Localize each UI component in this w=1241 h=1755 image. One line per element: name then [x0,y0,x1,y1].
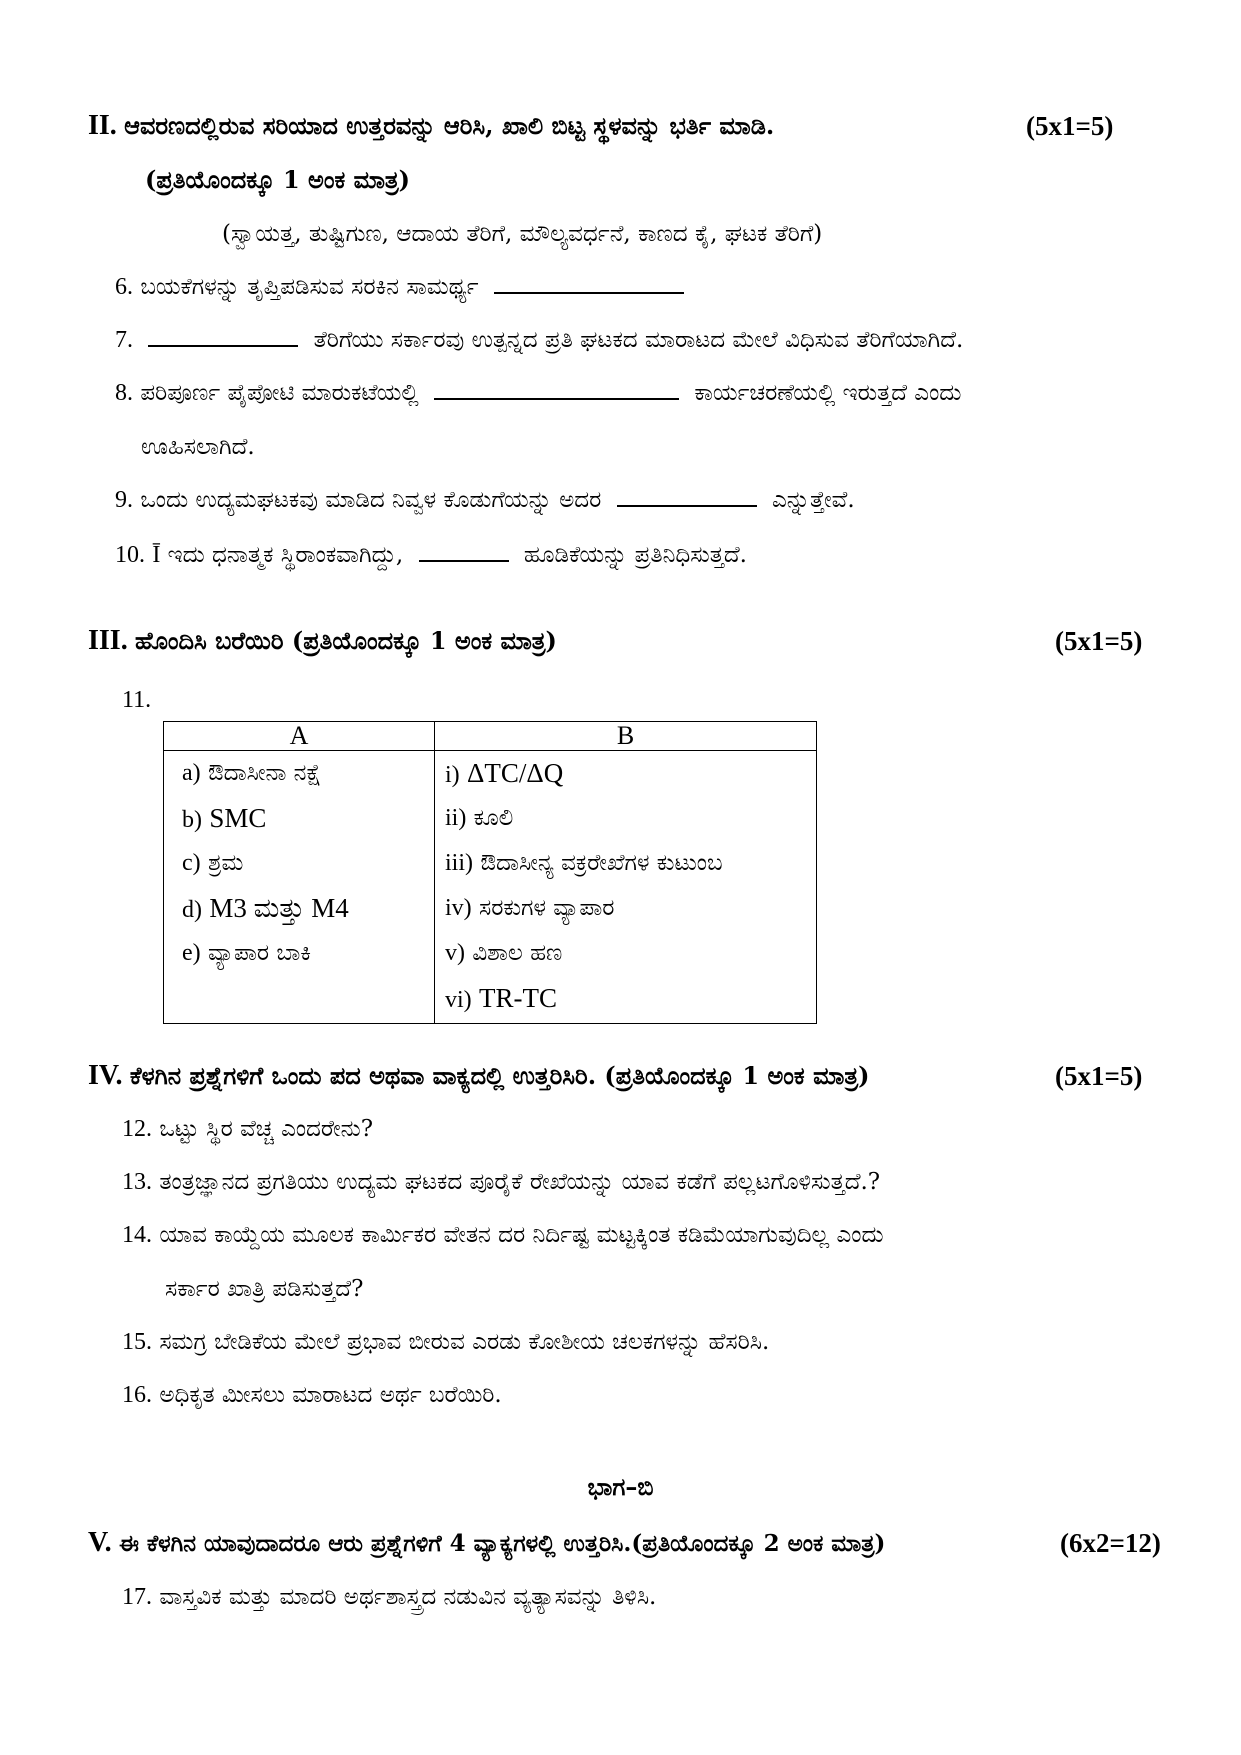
section-5-heading [88,1528,885,1559]
question-text: ವಾಸ್ತವಿಕ ಮತ್ತು ಮಾದರಿ ಅರ್ಥಶಾಸ್ತ್ರದ ನಡುವಿನ ವ್ಯತ್ಯಾಸವನ್ನು ತಿಳಿಸಿ. [159,1584,657,1610]
column-b-header: B [435,722,817,751]
section-3-roman: III. [88,625,128,656]
question-12 [122,1114,373,1144]
question-7 [115,325,963,355]
question-11-number: 11. [122,687,152,713]
section-2-note: (ಪ್ರತಿಯೊಂದಕ್ಕೂ 1 ಅಂಕ ಮಾತ್ರ) [145,165,411,194]
question-number: 10. [115,542,145,568]
question-14 [122,1220,884,1250]
section-2-options: (ಸ್ವಾಯತ್ತ, ತುಷ್ಟಿಗುಣ, ಆದಾಯ ತೆರಿಗೆ, ಮೌಲ್ಯವರ್ಧನೆ, ಕಾಣದ ಕೈ, ಘಟಕ ತೆರಿಗೆ) [222,221,823,247]
question-text: ಕಾರ್ಯಚರಣೆಯಲ್ಲಿ ಇರುತ್ತದೆ ಎಂದು [694,380,962,406]
match-item-c: c) ಶ್ರಮ [182,850,244,876]
question-number: 13. [122,1169,152,1195]
question-number: 16. [122,1382,152,1408]
section-3-title: ಹೊಂದಿಸಿ ಬರೆಯಿರಿ (ಪ್ರತಿಯೊಂದಕ್ಕೂ 1 ಅಂಕ ಮಾತ್ರ) [135,626,557,655]
section-4-roman: IV. [88,1060,123,1091]
match-item-i: i) ΔTC/ΔQ [445,758,564,788]
question-14-continued: ಸರ್ಕಾರ ಖಾತ್ರಿ ಪಡಿಸುತ್ತದೆ? [165,1276,364,1302]
section-2-heading [88,111,774,142]
question-text: ಒಟ್ಟು ಸ್ಥಿರ ವೆಚ್ಚ ಎಂದರೇನು? [159,1116,374,1142]
question-9 [115,485,855,515]
match-item-v: v) ವಿಶಾಲ ಹಣ [445,940,563,966]
question-number: 8. [115,380,133,406]
question-text: ಪರಿಪೂರ್ಣ ಪೈಪೋಟಿ ಮಾರುಕಟೆಯಲ್ಲಿ [140,380,419,406]
section-2-roman: II. [88,110,117,141]
question-text: ಯಾವ ಕಾಯ್ದೆಯ ಮೂಲಕ ಕಾರ್ಮಿಕರ ವೇತನ ದರ ನಿರ್ದಿಷ್ಟ ಮಟ್ಟಕ್ಕಿಂತ ಕಡಿಮೆಯಾಗುವುದಿಲ್ಲ ಎಂದು [159,1222,884,1248]
question-text: ಒಂದು ಉದ್ಯಮಘಟಕವು ಮಾಡಿದ ನಿವ್ವಳ ಕೊಡುಗೆಯನ್ನು ಅದರ [140,487,602,513]
match-item-iii: iii) ಔದಾಸೀನ್ಯ ವಕ್ರರೇಖೆಗಳ ಕುಟುಂಬ [445,850,723,876]
section-4-title: ಕೆಳಗಿನ ಪ್ರಶ್ನೆಗಳಿಗೆ ಒಂದು ಪದ ಅಥವಾ ವಾಕ್ಯದಲ್ಲಿ ಉತ್ತರಿಸಿರಿ. (ಪ್ರತಿಯೊಂದಕ್ಕೂ 1 ಅಂಕ ಮಾತ್ರ) [129,1061,870,1090]
question-number: 14. [122,1222,152,1248]
question-text: ಇದು ಧನಾತ್ಮಕ ಸ್ಥಿರಾಂಕವಾಗಿದ್ದು, [167,542,404,568]
question-16 [122,1380,502,1410]
question-text: ಬಯಕೆಗಳನ್ನು ತೃಪ್ತಿಪಡಿಸುವ ಸರಕಿನ ಸಾಮರ್ಥ್ಯ [140,274,479,300]
question-6 [115,272,692,302]
question-text: ಸಮಗ್ರ ಬೇಡಿಕೆಯ ಮೇಲೆ ಪ್ರಭಾವ ಬೀರುವ ಎರಡು ಕೋಶೀಯ ಚಲಕಗಳನ್ನು ಹೆಸರಿಸಿ. [159,1329,770,1355]
question-text: ತೆರಿಗೆಯು ಸರ್ಕಾರವು ಉತ್ಪನ್ನದ ಪ್ರತಿ ಘಟಕದ ಮಾರಾಟದ ಮೇಲೆ ವಿಧಿಸುವ ತೆರಿಗೆಯಾಗಿದೆ. [313,327,964,353]
section-5-roman: V. [88,1527,112,1558]
question-17 [122,1582,656,1612]
match-item-d: d) M3 ಮತ್ತು M4 [182,893,349,923]
section-4-heading [88,1061,869,1092]
question-13 [122,1167,880,1197]
match-item-ii: ii) ಕೂಲಿ [445,805,514,831]
question-number: 17. [122,1584,152,1610]
section-4-marks: (5x1=5) [1055,1061,1143,1091]
match-item-vi: vi) TR-TC [445,983,557,1013]
section-3-heading [88,626,557,657]
question-text: ಹೂಡಿಕೆಯನ್ನು ಪ್ರತಿನಿಧಿಸುತ್ತದೆ. [523,542,747,568]
answer-blank [434,382,679,400]
question-text: ಎನ್ನುತ್ತೇವೆ. [771,487,855,513]
match-item-a: a) ಔದಾಸೀನಾ ನಕ್ಷೆ [182,760,322,786]
question-number: 6. [115,274,133,300]
question-8-continued: ಊಹಿಸಲಾಗಿದೆ. [141,434,255,460]
column-a-header: A [164,722,435,751]
investment-symbol: Ī [152,542,161,568]
answer-blank [148,329,298,347]
answer-blank [494,276,684,294]
section-2-title: ಆವರಣದಲ್ಲಿರುವ ಸರಿಯಾದ ಉತ್ತರವನ್ನು ಆರಿಸಿ, ಖಾಲಿ ಬಿಟ್ಟ ಸ್ಥಳವನ್ನು ಭರ್ತಿ ಮಾಡಿ. [124,111,775,140]
match-item-e: e) ವ್ಯಾಪಾರ ಬಾಕಿ [182,940,311,966]
match-item-b: b) SMC [182,803,267,833]
question-10 [115,540,747,570]
question-text: ತಂತ್ರಜ್ಞಾನದ ಪ್ರಗತಿಯು ಉದ್ಯಮ ಘಟಕದ ಪೂರೈಕೆ ರೇಖೆಯನ್ನು ಯಾವ ಕಡೆಗೆ ಪಲ್ಲಟಗೊಳಿಸುತ್ತದೆ.? [159,1169,881,1195]
match-item-iv: iv) ಸರಕುಗಳ ವ್ಯಾಪಾರ [445,895,615,921]
question-8 [115,378,961,408]
section-3-marks: (5x1=5) [1055,626,1143,656]
part-b-title: ಭಾಗ–ಬಿ [587,1472,654,1501]
section-5-marks: (6x2=12) [1060,1528,1161,1558]
answer-blank [617,489,757,507]
column-a [164,751,435,1024]
question-number: 15. [122,1329,152,1355]
question-15 [122,1327,769,1357]
question-number: 7. [115,327,133,353]
question-number: 9. [115,487,133,513]
answer-blank [419,544,509,562]
section-5-title: ಈ ಕೆಳಗಿನ ಯಾವುದಾದರೂ ಆರು ಪ್ರಶ್ನೆಗಳಿಗೆ 4 ವ್ಯಾಕ್ಯಗಳಲ್ಲಿ ಉತ್ತರಿಸಿ.(ಪ್ರತಿಯೊಂದಕ್ಕೂ 2 ಅಂಕ ಮಾತ್ರ) [118,1530,886,1557]
question-number: 12. [122,1116,152,1142]
section-2-marks: (5x1=5) [1026,111,1114,141]
column-b [435,751,817,1024]
match-table [163,721,817,1024]
question-text: ಅಧಿಕೃತ ಮೀಸಲು ಮಾರಾಟದ ಅರ್ಥ ಬರೆಯಿರಿ. [159,1382,502,1408]
